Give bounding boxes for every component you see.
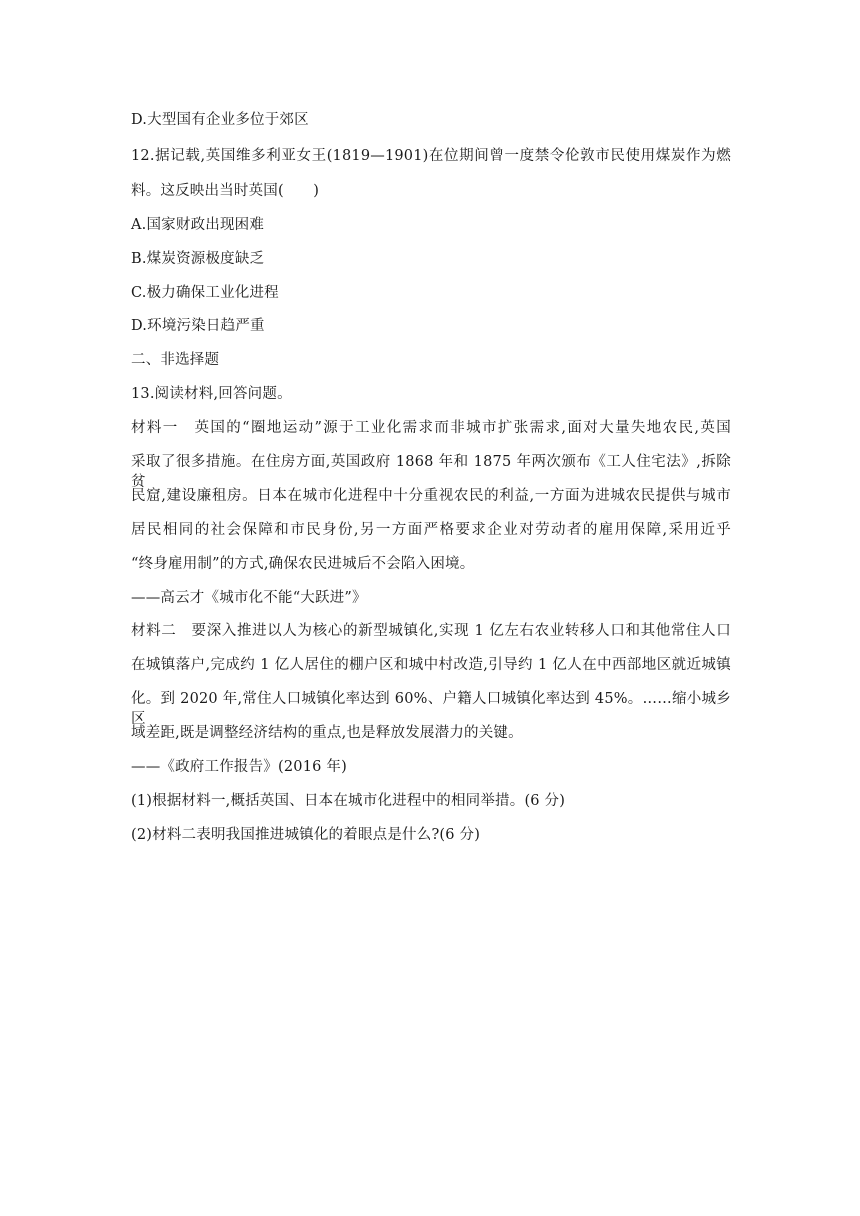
material-1-source: ——高云才《城市化不能“大跃进”》 [131,590,367,606]
material-1-line-5: “终身雇用制”的方式,确保农民进城后不会陷入困境。 [131,556,475,572]
material-1-line-3: 民窟,建设廉租房。日本在城市化进程中十分重视农民的利益,一方面为进城农民提供与城市 [131,488,731,504]
material-2-line-1: 材料二 要深入推进以人为核心的新型城镇化,实现 1 亿左右农业转移人口和其他常住人口 [131,623,731,639]
q13-subquestion-2: (2)材料二表明我国推进城镇化的着眼点是什么?(6 分) [131,827,481,843]
section-heading: 二、非选择题 [131,352,220,368]
material-1-line-4: 居民相同的社会保障和市民身份,另一方面严格要求企业对劳动者的雇用保障,采用近乎 [131,522,731,538]
q13-subquestion-1: (1)根据材料一,概括英国、日本在城市化进程中的相同举措。(6 分) [131,793,566,809]
q12-option-a: A.国家财政出现困难 [131,217,265,233]
q11-option-d: D.大型国有企业多位于郊区 [131,112,309,128]
q12-option-b: B.煤炭资源极度缺乏 [131,251,265,267]
material-1-line-2: 采取了很多措施。在住房方面,英国政府 1868 年和 1875 年两次颁布《工人住宅法》,拆除贫 [131,454,731,490]
material-2-line-4: 域差距,既是调整经济结构的重点,也是释放发展潜力的关键。 [131,725,523,741]
material-1-line-1: 材料一 英国的“圈地运动”源于工业化需求而非城市扩张需求,面对大量失地农民,英国 [131,420,731,436]
q12-option-c: C.极力确保工业化进程 [131,285,279,301]
material-2-line-2: 在城镇落户,完成约 1 亿人居住的棚户区和城中村改造,引导约 1 亿人在中西部地区就近城镇 [131,657,731,673]
q13-stem: 13.阅读材料,回答问题。 [131,386,292,402]
q12-option-d: D.环境污染日趋严重 [131,318,265,334]
material-2-line-3: 化。到 2020 年,常住人口城镇化率达到 60%、户籍人口城镇化率达到 45%。……缩小城乡区 [131,691,731,727]
material-2-source: ——《政府工作报告》(2016 年) [131,759,347,775]
q12-stem-line-2: 料。这反映出当时英国( ) [131,183,320,199]
q12-stem-line-1: 12.据记载,英国维多利亚女王(1819—1901)在位期间曾一度禁令伦敦市民使用煤炭作为燃 [131,148,731,164]
